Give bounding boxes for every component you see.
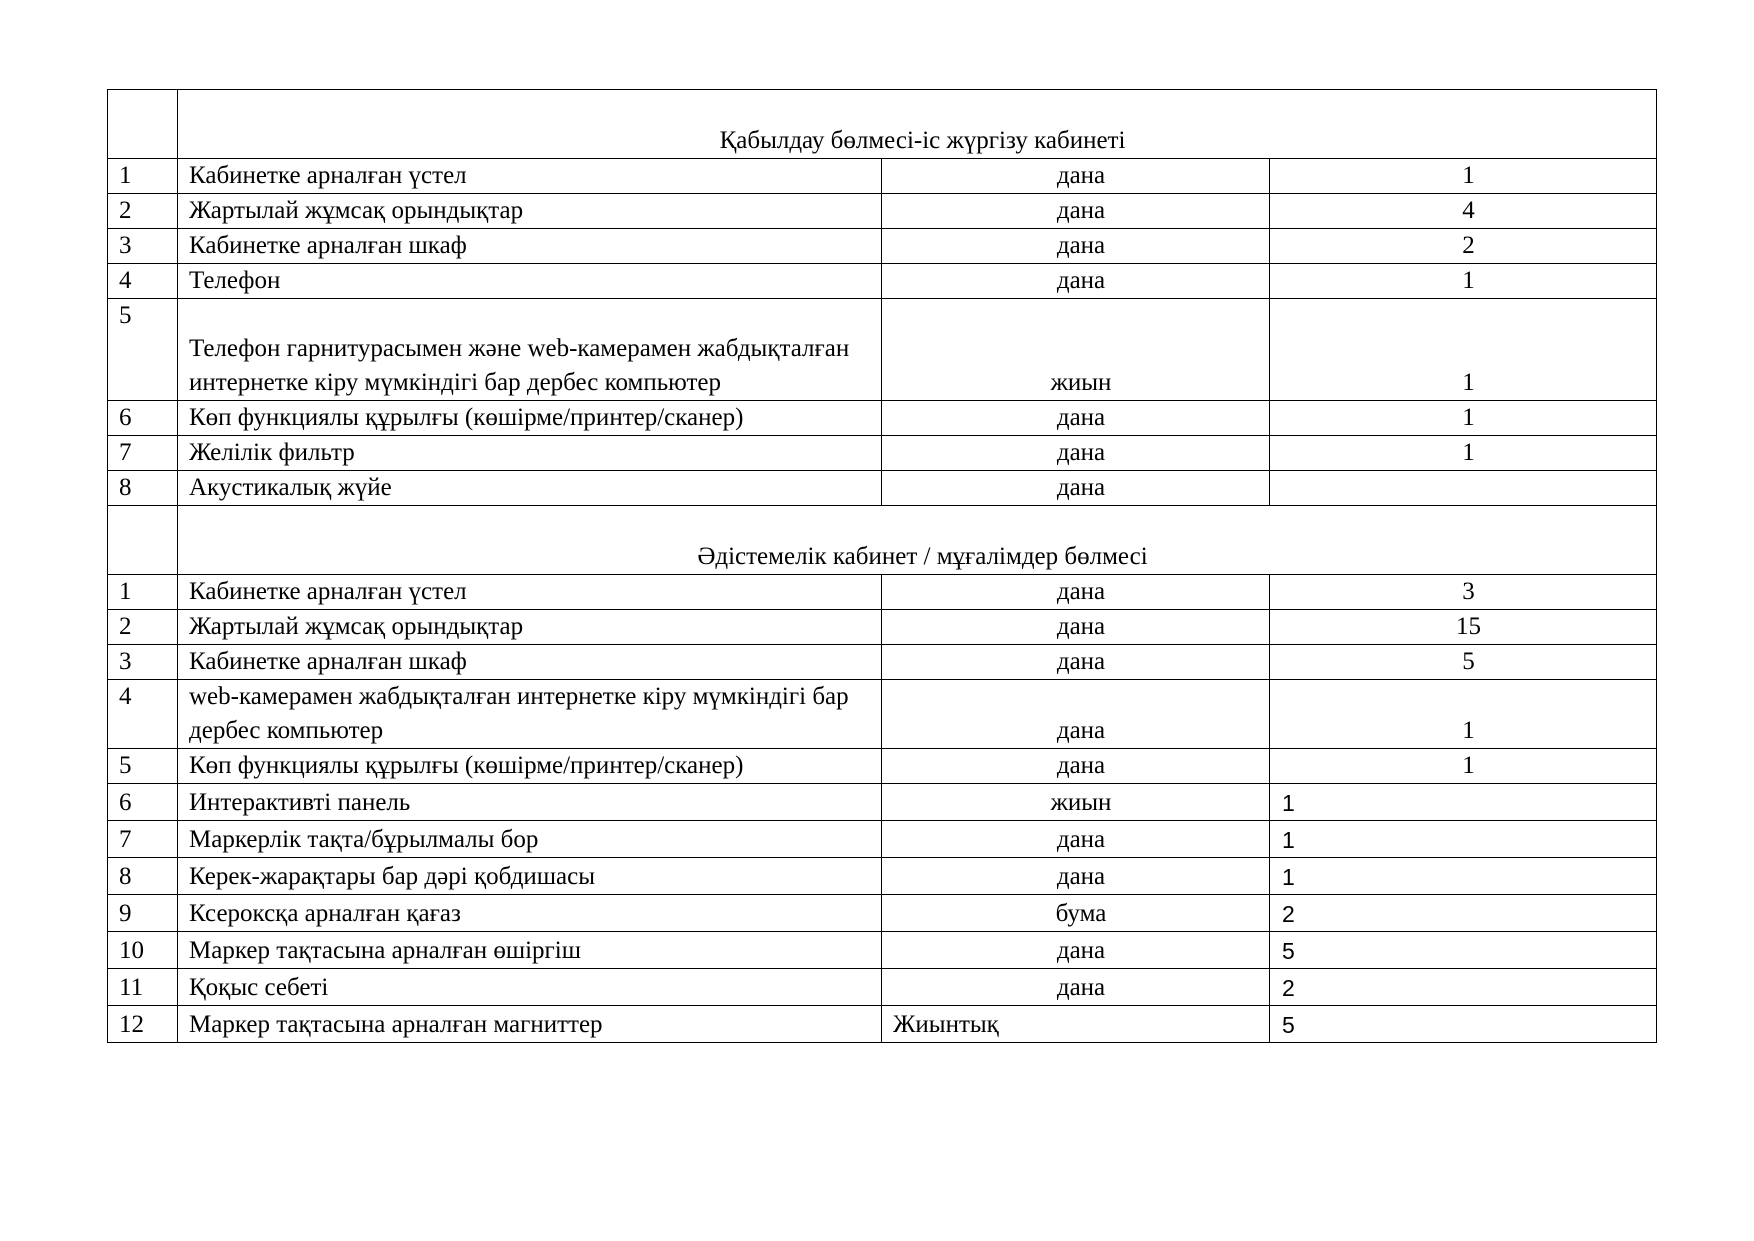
item-unit: дана <box>882 471 1270 506</box>
row-number: 5 <box>108 749 178 784</box>
item-unit: дана <box>882 575 1270 610</box>
item-name: Маркер тақтасына арналған магниттер <box>178 1006 882 1043</box>
item-quantity: 5 <box>1270 645 1657 680</box>
item-name: Интерактивті панель <box>178 784 882 821</box>
item-name: Кабинетке арналған үстел <box>178 159 882 194</box>
table-row <box>108 264 1657 299</box>
item-unit: дана <box>882 932 1270 969</box>
row-number: 10 <box>108 932 178 969</box>
item-unit: дана <box>882 610 1270 645</box>
row-number: 6 <box>108 401 178 436</box>
row-number: 11 <box>108 969 178 1006</box>
table-row <box>108 821 1657 858</box>
section-title: Әдістемелік кабинет / мұғалімдер бөлмесі <box>178 506 1657 575</box>
table-row <box>108 932 1657 969</box>
item-name: Көп функциялы құрылғы (көшірме/принтер/сканер) <box>178 401 882 436</box>
item-unit: дана <box>882 680 1270 749</box>
item-quantity: 15 <box>1270 610 1657 645</box>
table-row <box>108 194 1657 229</box>
item-name: Акустикалық жүйе <box>178 471 882 506</box>
item-name: Жартылай жұмсақ орындықтар <box>178 610 882 645</box>
item-name: Керек-жарақтары бар дәрі қобдишасы <box>178 858 882 895</box>
row-number: 6 <box>108 784 178 821</box>
item-name: Кабинетке арналған шкаф <box>178 229 882 264</box>
row-number: 3 <box>108 229 178 264</box>
item-quantity: 1 <box>1270 401 1657 436</box>
item-quantity: 1 <box>1270 680 1657 749</box>
section-header-row <box>108 506 1657 575</box>
item-unit: дана <box>882 969 1270 1006</box>
table-row <box>108 575 1657 610</box>
item-name: Жартылай жұмсақ орындықтар <box>178 194 882 229</box>
item-unit: дана <box>882 401 1270 436</box>
row-number: 9 <box>108 895 178 932</box>
item-name: Ксероксқа арналған қағаз <box>178 895 882 932</box>
item-unit: дана <box>882 858 1270 895</box>
item-unit: дана <box>882 436 1270 471</box>
item-quantity: 2 <box>1270 895 1657 932</box>
item-name: web-камерамен жабдықталған интернетке кіру мүмкіндігі бар дербес компьютер <box>178 680 882 749</box>
item-unit: дана <box>882 194 1270 229</box>
row-number: 4 <box>108 264 178 299</box>
table-row <box>108 858 1657 895</box>
table-row <box>108 1006 1657 1043</box>
row-number: 8 <box>108 471 178 506</box>
table-row <box>108 749 1657 784</box>
item-quantity: 2 <box>1270 969 1657 1006</box>
item-unit: дана <box>882 229 1270 264</box>
table-row <box>108 610 1657 645</box>
item-unit: дана <box>882 264 1270 299</box>
item-quantity: 1 <box>1270 858 1657 895</box>
item-quantity: 4 <box>1270 194 1657 229</box>
section-header-row <box>108 90 1657 159</box>
row-number: 4 <box>108 680 178 749</box>
table-row <box>108 645 1657 680</box>
row-number: 8 <box>108 858 178 895</box>
row-number: 7 <box>108 821 178 858</box>
item-name: Көп функциялы құрылғы (көшірме/принтер/сканер) <box>178 749 882 784</box>
item-name: Телефон гарнитурасымен және web-камерамен жабдықталған интернетке кіру мүмкіндігі бар дербес компьютер <box>178 299 882 401</box>
item-name: Кабинетке арналған шкаф <box>178 645 882 680</box>
row-number: 2 <box>108 610 178 645</box>
item-quantity: 1 <box>1270 159 1657 194</box>
table-row <box>108 401 1657 436</box>
item-name: Қоқыс себеті <box>178 969 882 1006</box>
item-unit: жиын <box>882 784 1270 821</box>
section-title: Қабылдау бөлмесі-іс жүргізу кабинеті <box>178 90 1657 159</box>
item-unit: Жиынтық <box>882 1006 1270 1043</box>
item-quantity: 1 <box>1270 821 1657 858</box>
row-number: 2 <box>108 194 178 229</box>
item-quantity <box>1270 471 1657 506</box>
item-quantity: 3 <box>1270 575 1657 610</box>
item-quantity: 5 <box>1270 932 1657 969</box>
item-quantity: 5 <box>1270 1006 1657 1043</box>
table-row <box>108 895 1657 932</box>
item-quantity: 1 <box>1270 784 1657 821</box>
equipment-table <box>107 89 1657 1043</box>
table-row <box>108 159 1657 194</box>
item-quantity: 1 <box>1270 299 1657 401</box>
item-quantity: 1 <box>1270 264 1657 299</box>
table-row <box>108 471 1657 506</box>
item-name: Маркер тақтасына арналған өшіргіш <box>178 932 882 969</box>
table-row <box>108 299 1657 401</box>
item-unit: бума <box>882 895 1270 932</box>
row-number: 7 <box>108 436 178 471</box>
item-name: Телефон <box>178 264 882 299</box>
row-number: 1 <box>108 159 178 194</box>
item-quantity: 2 <box>1270 229 1657 264</box>
table-row <box>108 436 1657 471</box>
table-row <box>108 229 1657 264</box>
row-number: 12 <box>108 1006 178 1043</box>
item-unit: дана <box>882 159 1270 194</box>
item-unit: дана <box>882 749 1270 784</box>
item-quantity: 1 <box>1270 749 1657 784</box>
item-name: Маркерлік тақта/бұрылмалы бор <box>178 821 882 858</box>
item-name: Желілік фильтр <box>178 436 882 471</box>
table-row <box>108 969 1657 1006</box>
item-unit: дана <box>882 821 1270 858</box>
item-unit: жиын <box>882 299 1270 401</box>
item-name: Кабинетке арналған үстел <box>178 575 882 610</box>
row-number: 1 <box>108 575 178 610</box>
item-unit: дана <box>882 645 1270 680</box>
table-row <box>108 784 1657 821</box>
row-number: 5 <box>108 299 178 401</box>
item-quantity: 1 <box>1270 436 1657 471</box>
table-row <box>108 680 1657 749</box>
row-number: 3 <box>108 645 178 680</box>
